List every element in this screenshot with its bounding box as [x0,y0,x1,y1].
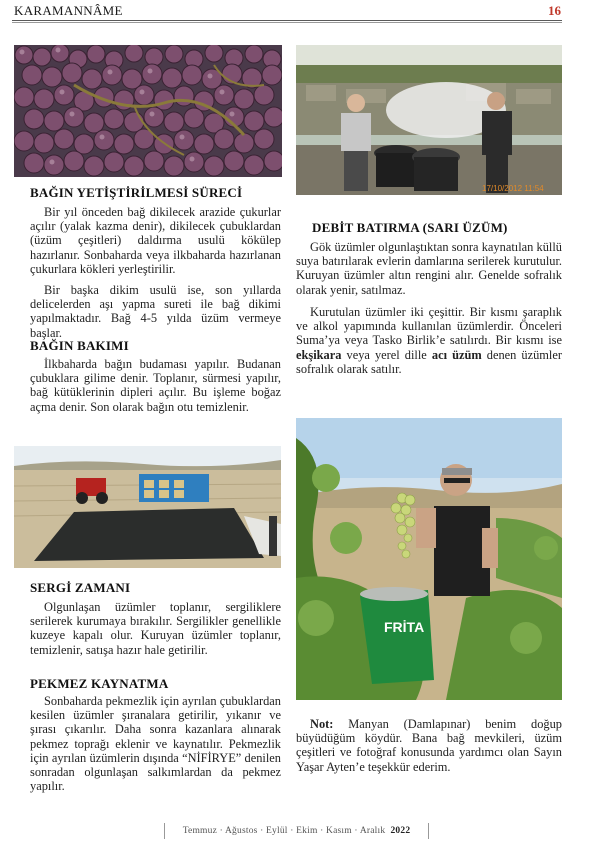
debit-text-c: denen üzümler sofralık olarak satılır. [296,347,562,376]
heading-debit-batirma: DEBİT BATIRMA (SARI ÜZÜM) [312,220,508,235]
drying-field-photo [14,446,281,568]
man-with-grapes-photo [296,418,562,700]
footer-issue [164,823,429,839]
debit-bold-ekshikara: ekşikara [296,347,342,362]
page-number: 16 [548,3,561,18]
heading-pekmez: PEKMEZ KAYNATMA [30,676,169,691]
footer-year: 2022 [390,826,411,836]
note-text: Manyan (Damlapınar) benim doğup büyüdüğüm köydür. Bana bağ mevkileri, üzüm çeşitleri ve fotoğraf konusunda yardımcı olan Sayın Yaşar Ayten’e teşekkür ederim. [296,717,562,774]
paragraph-debit-1: Gök üzümler olgunlaştıktan sonra kaynatılan küllü suya batırılarak evlerin damlarına serilerek kurutulur. Kuruyan üzümler altın rengini alır. Genelde sofralık olarak yenir, satılmaz. [296,240,562,297]
paragraph-debit-2 [296,305,562,376]
bucket-label: FRİTA [384,619,425,635]
debit-text-a: Kurutulan üzümler iki çeşittir. Bir kısmı şaraplık ve alkol yapımında kullanılan üzümlerdir. Önceleri Suma’ya veya Tasko Birlik’e satılırdı. Bir kısmı ise [296,305,562,348]
paragraph-pekmez: Sonbaharda pekmezlik için ayrılan çubuklardan kesilen üzümler şıranalara getirilir, yıkanır ve şırası çıkarılır. Daha sonra kazanlara alınarak pekmez toprağı eklenir ve kaynatılır. Pekmezlik için ayrılan üzümlerin dışında “NİFİRYE” denilen sonradan olgunlaşan salkımlardan da pekmez yapılır. [30,694,281,794]
pekmez-boiling-photo [296,45,562,195]
paragraph-bag-bakimi: İlkbaharda bağın budaması yapılır. Budanan çubuklara gilime denir. Toplanır, sürmesi yapılır, bağ kütüklerinin dipleri açılır. Bu işleme boğaz açma denir. Son olarak bağın otu temizlenir. [30,357,281,414]
paragraph-sergi-zamani: Olgunlaşan üzümler toplanır, sergiliklere serilerek kurumaya bırakılır. Sergilikler genellikle kuzeye kapalı olur. Kuruyan üzümler toplanır, temizlenir, satışa hazır hale getirilir. [30,600,281,657]
note-paragraph [296,717,562,774]
paragraph-bag-yetistirilmesi-2: Bir başka dikim usulü ise, son yıllarda delicelerden aşı yapma sureti ile bağ dikimi yapılmaktadır. Bağ 4-5 yılda üzüm vermeye başlar. [30,283,281,340]
heading-bag-bakimi: BAĞIN BAKIMI [30,338,129,353]
heading-sergi-zamani: SERGİ ZAMANI [30,580,131,595]
paragraph-bag-yetistirilmesi-1: Bir yıl önceden bağ dikilecek arazide çukurlar açılır (yalak kazma denir), dikilecek çubuklardan (üzüm çeşitleri) daldırma usulü kökülер hazırlanır. Sonbaharda veya ilkbaharda hazırlanan çukurlara kökleri yerleştirilir. [30,205,281,276]
footer-months: Temmuz · Ağustos · Eylül · Ekim · Kasım · Aralık [182,826,386,836]
heading-bag-yetistirilmesi: BAĞIN YETİŞTİRİLMESİ SÜRECİ [30,185,243,200]
photo-timestamp: 17/10/2012 11:54 [482,184,544,193]
magazine-title: KARAMANNÂME [14,3,123,18]
header-rule-secondary [12,22,562,23]
note-label: Not: [310,717,334,731]
grape-cluster-photo [14,45,282,177]
debit-bold-aci-uzum: acı üzüm [431,347,482,362]
debit-text-b: veya yerel dille [341,347,432,362]
header-rule [12,20,562,21]
